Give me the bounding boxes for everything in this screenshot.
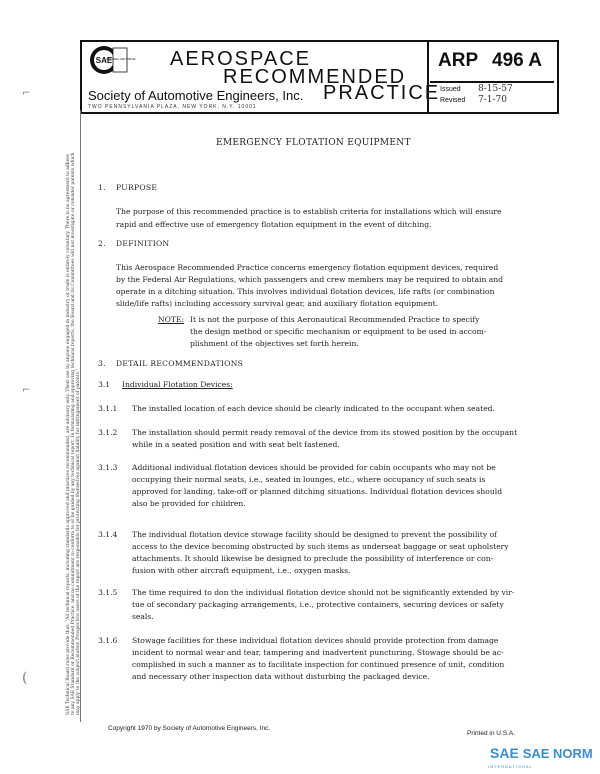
item-number: 3.1.2: [98, 428, 118, 437]
logo-text: SAE: [95, 56, 113, 65]
section-number: 3.: [98, 359, 106, 368]
sae-norm-watermark: [490, 745, 593, 761]
printed-in: Printed in U.S.A.: [467, 730, 516, 737]
copyright: Copyright 1970 by Society of Automotive Engineers, Inc.: [108, 725, 271, 732]
paragraph-line: incident to normal wear and tear, tampering and inadvertent puncturing. Stowage should be ac-: [132, 648, 504, 657]
paragraph-line: seals.: [132, 612, 154, 621]
item-number: 3.1.6: [98, 636, 118, 645]
note-line: It is not the purpose of this Aeronautical Recommended Practice to specify: [190, 315, 480, 324]
paragraph-line: attachments. It should likewise be designed to preclude the possibility of interference or con-: [132, 554, 494, 563]
paragraph-line: The time required to don the individual flotation device should not be significantly extended by vir-: [132, 588, 515, 597]
note-line: the design method or specific mechanism or equipment to be used in accom-: [190, 327, 487, 336]
paragraph-line: The individual flotation device stowage facility should be designed to prevent the possibility of: [132, 530, 497, 539]
note-label: NOTE:: [158, 315, 185, 324]
organization-address: TWO PENNSYLVANIA PLAZA, NEW YORK, N.Y. 10001: [88, 104, 257, 110]
paragraph-line: operate in a ditching situation. This involves individual flotation devices, life rafts (or combination: [116, 287, 495, 296]
note-line: plishment of the objectives set forth herein.: [190, 339, 359, 348]
doc-type: ARP: [438, 50, 479, 71]
header-rule: [430, 81, 554, 83]
section-number: 2.: [98, 239, 106, 248]
title-recommended: RECOMMENDED: [223, 66, 407, 88]
subsection-heading: Individual Flotation Devices:: [122, 380, 233, 389]
paragraph-line: by the Federal Air Regulations, which passengers and crew members may be required to obtain and: [116, 275, 504, 284]
paragraph-line: while in a seated position and with seat belt fastened.: [132, 440, 340, 449]
organization-name: Society of Automotive Engineers, Inc.: [88, 88, 304, 103]
subsection-number: 3.1: [98, 380, 111, 389]
margin-mark: (: [22, 670, 28, 686]
section-heading: PURPOSE: [116, 183, 158, 192]
item-number: 3.1.3: [98, 463, 118, 472]
paragraph-line: occupying their normal seats, i.e., seated in lounges, etc., where occupancy of such seats is: [132, 475, 486, 484]
side-disclaimer-text: SAE Technical Board rules provide that: "All technical reports, including standards approved and practices recommended, are advisory only. Their use by anyone engaged in industry or trade is entirely voluntary. There is no agreement to adhere to any SAE Standard or Recommended Practice, and no commitment to conform to or be guided by any technical report. In formulating and approving technical reports, the Board and its Committees will not investigate or consider patents which may apply to the subject matter. Prospective users of the report are responsible for protecting themselves against liability for infringement of patents.": [66, 152, 81, 715]
item-number: 3.1.4: [98, 530, 118, 539]
revised-date: 7-1-70: [478, 95, 507, 105]
paragraph-line: The installed location of each device should be clearly indicated to the occupant when seated.: [132, 404, 495, 413]
section-number: 1.: [98, 183, 106, 192]
paragraph-line: also be provided for children.: [132, 499, 246, 508]
side-disclaimer: [66, 150, 80, 715]
issued-label: Issued: [440, 86, 461, 93]
paragraph-line: and necessary other inspection data without disturbing the packaged device.: [132, 672, 430, 681]
doc-number: 496 A: [492, 50, 542, 71]
title-practice: PRACTICE: [323, 82, 441, 104]
title-aerospace: AEROSPACE: [170, 48, 311, 70]
paragraph-line: This Aerospace Recommended Practice concerns emergency flotation equipment devices, required: [116, 263, 499, 272]
paragraph-line: Additional individual flotation devices should be provided for cabin occupants who may not be: [132, 463, 496, 472]
item-number: 3.1.1: [98, 404, 118, 413]
watermark-brand: SAE: [490, 745, 519, 761]
paragraph-line: slide/life rafts) including accessory survival gear, and auxiliary flotation equipment.: [116, 299, 439, 308]
margin-mark: ⌐: [22, 88, 31, 99]
paragraph-line: The installation should permit ready removal of the device from its stowed position by the occupant: [132, 428, 518, 437]
paragraph-line: access to the device becoming obstructed by such items as underseat baggage or seat upholstery: [132, 542, 509, 551]
watermark-sub: INTERNATIONAL: [488, 764, 533, 769]
paragraph-line: approved for landing, take-off or planned ditching situations. Individual flotation devices should: [132, 487, 503, 496]
paragraph-line: fusion with other aircraft equipment, i.e., oxygen masks.: [132, 566, 351, 575]
issued-date: 8-15-57: [478, 84, 513, 94]
section-heading: DETAIL RECOMMENDATIONS: [116, 359, 244, 368]
section-heading: DEFINITION: [116, 239, 170, 248]
watermark-brand2: SAE NORM: [522, 746, 593, 761]
paragraph-line: Stowage facilities for these individual flotation devices should provide protection from damage: [132, 636, 499, 645]
revised-label: Revised: [440, 97, 466, 104]
margin-mark: ⌐: [22, 385, 31, 396]
sae-logo-icon: [88, 44, 136, 84]
paragraph-line: tue of secondary packaging arrangements, i.e., protective containers, securing devices or safety: [132, 600, 504, 609]
document-title: EMERGENCY FLOTATION EQUIPMENT: [216, 138, 411, 148]
item-number: 3.1.5: [98, 588, 118, 597]
logo-motto: LAND SEA AIR SPACE: [104, 57, 136, 61]
paragraph-line: complished in such a manner as to facilitate inspection for continued presence of unit, condition: [132, 660, 505, 669]
paragraph-line: rapid and effective use of emergency flotation equipment in the event of ditching.: [116, 220, 432, 229]
paragraph-line: The purpose of this recommended practice is to establish criteria for installations which will ensure: [116, 207, 502, 216]
